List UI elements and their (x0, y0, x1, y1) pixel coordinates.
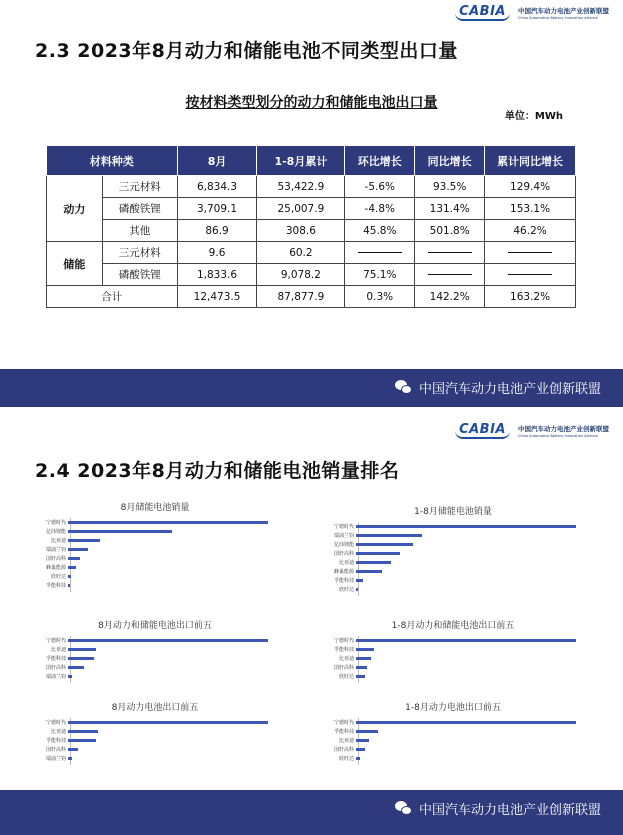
chart-bar-row (30, 518, 268, 526)
cell-cumyoy: 129.4% (485, 176, 576, 198)
chart-bar-row (318, 663, 367, 671)
chart-bar (356, 675, 365, 678)
chart-aug-power-export-top5 (30, 700, 280, 784)
cell-mom-na (345, 242, 415, 264)
chart-bar-row (318, 636, 576, 644)
cell-cum: 9,078.2 (257, 264, 345, 286)
cell-mom: -4.8% (345, 198, 415, 220)
cell-yoy: 93.5% (415, 176, 485, 198)
chart-bar (356, 525, 576, 528)
unit-label: 单位：MWh (504, 111, 563, 122)
chart-bar (68, 739, 96, 742)
cell-aug: 3,709.1 (177, 198, 257, 220)
chart-bar-row (318, 736, 369, 744)
chart-bar-row (30, 545, 88, 553)
cabia-logo (455, 4, 609, 21)
table-row (47, 220, 576, 242)
chart-bar-row (318, 567, 382, 575)
chart-bar (68, 557, 80, 560)
chart-bar-row (30, 636, 268, 644)
chart-bar (356, 588, 358, 591)
chart-category-label: 国轩高科 (333, 746, 354, 753)
chart-bar-row (318, 585, 358, 593)
chart-category-label: 国轩高科 (45, 664, 66, 671)
chart-bar-row (30, 527, 172, 535)
chart-category-label: 比亚迪 (50, 537, 66, 544)
chart-title: 1-8月动力和储能电池出口前五 (391, 621, 515, 631)
chart-bar (68, 730, 98, 733)
chart-bar-row (318, 522, 576, 530)
chart-category-label: 欣旺达 (338, 586, 354, 593)
logo-cn-text: 中国汽车动力电池产业创新联盟 (518, 424, 609, 433)
chart-bar (68, 575, 71, 578)
cell-cumyoy-na (485, 242, 576, 264)
chart-bar (356, 639, 576, 642)
chart-bar (356, 579, 363, 582)
cell-cumyoy: 153.1% (485, 198, 576, 220)
chart-category-label: 孚能科技 (45, 582, 66, 589)
chart-bar-row (318, 531, 422, 539)
chart-bar-row (30, 727, 98, 735)
chart-bar (68, 648, 96, 651)
cell-aug: 86.9 (177, 220, 257, 242)
footer-bar (0, 790, 623, 835)
table-title: 按材料类型划分的动力和储能电池出口量 (185, 95, 438, 111)
slide-title: 2.4 2023年8月动力和储能电池销量排名 (35, 460, 400, 482)
chart-bar (356, 748, 365, 751)
chart-category-label: 蜂巢能源 (45, 564, 66, 571)
chart-category-label: 国轩高科 (333, 550, 354, 557)
cabia-logo (455, 422, 609, 439)
chart-bar (356, 757, 360, 760)
chart-category-label: 宁德时代 (45, 637, 66, 644)
chart-bar (68, 566, 76, 569)
chart-category-label: 孚能科技 (333, 646, 354, 653)
chart-category-label: 比亚迪 (338, 737, 354, 744)
group-storage: 储能 (47, 242, 103, 286)
chart-title: 8月动力电池出口前五 (111, 703, 199, 713)
chart-category-label: 宁德时代 (45, 719, 66, 726)
header-cum: 1-8月累计 (257, 146, 345, 176)
table-row (47, 198, 576, 220)
footer-text: 中国汽车动力电池产业创新联盟 (418, 803, 601, 818)
slide-sales-ranking (0, 418, 623, 835)
chart-bar-row (30, 736, 96, 744)
chart-category-label: 欣旺达 (50, 573, 66, 580)
slide-title: 2.3 2023年8月动力和储能电池不同类型出口量 (35, 40, 458, 62)
chart-bar (356, 561, 391, 564)
chart-bar (68, 675, 72, 678)
cell-cum: 53,422.9 (257, 176, 345, 198)
chart-ytd-power-export-top5 (318, 700, 588, 784)
cell-cum: 308.6 (257, 220, 345, 242)
chart-category-label: 宁德时代 (333, 637, 354, 644)
export-table (46, 145, 576, 308)
chart-bar (68, 721, 268, 724)
table-header-row (47, 146, 576, 176)
slide-export-by-type (0, 0, 623, 410)
table-total-row (47, 286, 576, 308)
cell-cum: 87,877.9 (257, 286, 345, 308)
group-power: 动力 (47, 176, 103, 242)
cell-yoy: 142.2% (415, 286, 485, 308)
header-yoy: 同比增长 (415, 146, 485, 176)
chart-bar-row (318, 576, 363, 584)
row-type: 磷酸铁锂 (102, 264, 177, 286)
chart-ytd-export-top5 (318, 618, 588, 710)
chart-bar (68, 639, 268, 642)
chart-category-label: 宁德时代 (45, 519, 66, 526)
chart-bar (68, 757, 72, 760)
cell-yoy-na (415, 264, 485, 286)
chart-bar (356, 648, 374, 651)
logo-en-text: China Automotive Battery Innovation Alliance (518, 15, 598, 20)
chart-aug-export-top5 (30, 618, 280, 698)
chart-bar-row (30, 581, 70, 589)
chart-bar-row (30, 663, 84, 671)
chart-bar (68, 548, 88, 551)
wechat-icon (395, 801, 413, 817)
chart-category-label: 孚能科技 (45, 737, 66, 744)
chart-category-label: 宁德时代 (333, 719, 354, 726)
chart-bar-row (30, 572, 71, 580)
cell-cumyoy: 163.2% (485, 286, 576, 308)
cell-aug: 1,833.6 (177, 264, 257, 286)
chart-category-label: 国轩高科 (333, 664, 354, 671)
chart-bar (356, 739, 369, 742)
logo-en-text: China Automotive Battery Innovation Alliance (518, 433, 598, 438)
chart-bar (356, 657, 371, 660)
chart-bar (356, 666, 367, 669)
chart-bar (356, 730, 378, 733)
chart-bar-row (318, 727, 378, 735)
chart-category-label: 亿纬锂能 (45, 528, 66, 535)
chart-category-label: 宁德时代 (333, 523, 354, 530)
chart-bar-row (30, 754, 72, 762)
chart-category-label: 瑞浦兰钧 (333, 532, 354, 539)
chart-aug-storage-sales (30, 500, 280, 600)
chart-bar-row (318, 718, 576, 726)
chart-ytd-storage-sales (318, 504, 588, 604)
chart-bar (68, 530, 172, 533)
chart-bar-row (318, 645, 374, 653)
chart-bar-row (318, 745, 365, 753)
total-label: 合计 (47, 286, 178, 308)
chart-category-label: 欣旺达 (338, 755, 354, 762)
cell-cumyoy: 46.2% (485, 220, 576, 242)
chart-bar (68, 539, 100, 542)
cell-yoy-na (415, 242, 485, 264)
cell-aug: 9.6 (177, 242, 257, 264)
cell-yoy: 501.8% (415, 220, 485, 242)
chart-bar-row (30, 672, 72, 680)
chart-bar (68, 521, 268, 524)
footer-text: 中国汽车动力电池产业创新联盟 (418, 382, 601, 397)
row-type: 磷酸铁锂 (102, 198, 177, 220)
logo-mark: CABIA (455, 4, 510, 21)
chart-category-label: 瑞浦兰钧 (45, 673, 66, 680)
logo-cn-text: 中国汽车动力电池产业创新联盟 (518, 6, 609, 15)
chart-bar-row (318, 558, 391, 566)
chart-bar-row (318, 654, 371, 662)
chart-bar-row (30, 718, 268, 726)
header-mom: 环比增长 (345, 146, 415, 176)
chart-title: 8月动力和储能电池出口前五 (98, 621, 212, 631)
chart-category-label: 亿纬锂能 (333, 541, 354, 548)
chart-category-label: 国轩高科 (45, 555, 66, 562)
chart-category-label: 瑞浦兰钧 (45, 755, 66, 762)
cell-mom: 0.3% (345, 286, 415, 308)
chart-category-label: 蜂巢能源 (333, 568, 354, 575)
row-type: 三元材料 (102, 176, 177, 198)
header-cumyoy: 累计同比增长 (485, 146, 576, 176)
chart-bar-row (318, 549, 400, 557)
chart-bar-row (30, 554, 80, 562)
chart-bar-row (30, 645, 96, 653)
row-type: 其他 (102, 220, 177, 242)
chart-category-label: 孚能科技 (45, 655, 66, 662)
chart-bar (356, 570, 382, 573)
chart-bar (356, 543, 413, 546)
chart-title: 8月储能电池销量 (120, 503, 190, 513)
chart-bar-row (318, 672, 365, 680)
cell-yoy: 131.4% (415, 198, 485, 220)
cell-cum: 25,007.9 (257, 198, 345, 220)
chart-bar (68, 666, 84, 669)
chart-title: 1-8月储能电池销量 (414, 507, 492, 517)
chart-bar (356, 552, 400, 555)
cell-mom: 75.1% (345, 264, 415, 286)
chart-bar-row (30, 654, 94, 662)
chart-title: 1-8月动力电池出口前五 (405, 703, 501, 713)
cell-aug: 6,834.3 (177, 176, 257, 198)
chart-bar-row (318, 754, 360, 762)
chart-category-label: 比亚迪 (50, 728, 66, 735)
cell-cum: 60.2 (257, 242, 345, 264)
table-row (47, 176, 576, 198)
chart-category-label: 比亚迪 (50, 646, 66, 653)
cell-mom: -5.6% (345, 176, 415, 198)
header-aug: 8月 (177, 146, 257, 176)
chart-category-label: 孚能科技 (333, 577, 354, 584)
chart-bar (356, 721, 576, 724)
header-material: 材料种类 (47, 146, 178, 176)
table-row (47, 242, 576, 264)
chart-bar-row (30, 745, 78, 753)
chart-bar (356, 534, 422, 537)
logo-mark: CABIA (455, 422, 510, 439)
wechat-icon (395, 380, 413, 396)
chart-category-label: 比亚迪 (338, 655, 354, 662)
chart-bar (68, 584, 70, 587)
table-row (47, 264, 576, 286)
cell-mom: 45.8% (345, 220, 415, 242)
chart-category-label: 瑞浦兰钧 (45, 546, 66, 553)
chart-category-label: 欣旺达 (338, 673, 354, 680)
chart-category-label: 孚能科技 (333, 728, 354, 735)
chart-category-label: 比亚迪 (338, 559, 354, 566)
chart-category-label: 国轩高科 (45, 746, 66, 753)
footer-bar (0, 369, 623, 407)
row-type: 三元材料 (102, 242, 177, 264)
cell-cumyoy-na (485, 264, 576, 286)
chart-bar (68, 748, 78, 751)
chart-bar-row (30, 563, 76, 571)
cell-aug: 12,473.5 (177, 286, 257, 308)
chart-bar (68, 657, 94, 660)
chart-bar-row (30, 536, 100, 544)
chart-bar-row (318, 540, 413, 548)
